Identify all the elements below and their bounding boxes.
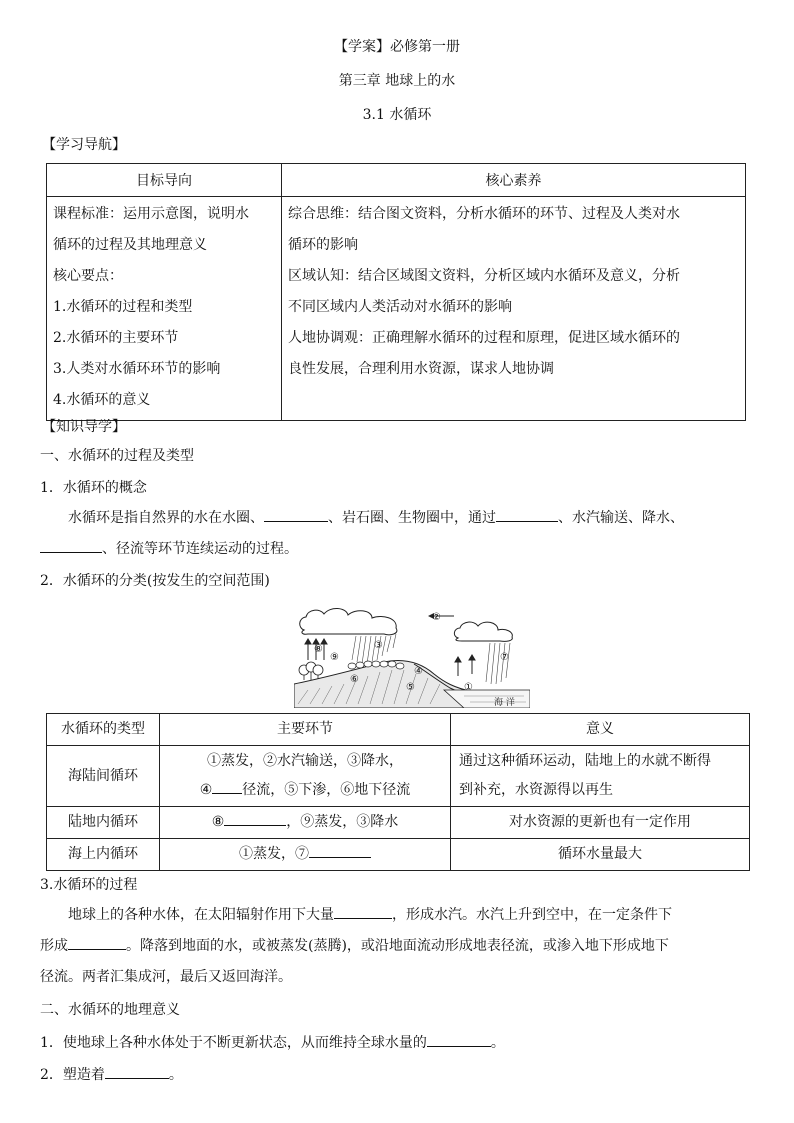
text-run: 1．使地球上各种水体处于不断更新状态，从而维持全球水量的 [40, 1035, 427, 1051]
row1-meaning-line2: 到补充，水资源得以再生 [459, 782, 613, 798]
row3-type: 海上内循环 [47, 839, 160, 871]
cycle-types-table [46, 713, 750, 871]
literacy-line: 良性发展，合理利用水资源，谋求人地协调 [288, 361, 554, 377]
goals-line: 1.水循环的过程和类型 [53, 299, 193, 315]
text-run: ⑧ [211, 814, 225, 830]
rain-right [486, 643, 510, 684]
label-7: ⑦ [500, 652, 509, 663]
literacy-line: 循环的影响 [288, 237, 358, 253]
row2-type: 陆地内循环 [47, 807, 160, 839]
knowledge-heading: 【知识导学】 [42, 419, 126, 435]
concept-paragraph [40, 503, 766, 534]
types-header-meaning: 意义 [451, 714, 750, 746]
text-run: 形成 [40, 938, 68, 954]
subsection-1-3-title: 3.水循环的过程 [40, 877, 138, 893]
fill-blank[interactable] [68, 935, 126, 950]
row1-meaning [451, 746, 750, 807]
fill-blank[interactable] [309, 843, 371, 858]
text-run: 径流，⑤下渗，⑥地下径流 [242, 782, 411, 798]
fill-blank[interactable] [212, 779, 242, 794]
label-8: ⑧ [314, 644, 323, 655]
literacy-line: 人地协调观：正确理解水循环的过程和原理，促进区域水循环的 [288, 330, 680, 346]
text-run: 地球上的各种水体，在太阳辐射作用下大量 [68, 907, 334, 923]
fill-blank[interactable] [40, 538, 102, 553]
text-run: ，形成水汽。水汽上升到空中，在一定条件下 [392, 907, 672, 923]
goals-line: 课程标准：运用示意图，说明水 [53, 206, 249, 222]
text-run: 、岩石圈、生物圈中，通过 [328, 510, 496, 526]
text-run: 。 [168, 1067, 183, 1083]
text-run: ，⑨蒸发，③降水 [286, 814, 399, 830]
row1-steps-line1: ①蒸发，②水汽输送，③降水， [207, 753, 403, 769]
label-9: ⑨ [330, 652, 339, 663]
significance-item-2 [40, 1064, 760, 1085]
fill-blank[interactable] [264, 507, 328, 522]
text-run: 水循环是指自然界的水在水圈、 [68, 510, 264, 526]
label-3: ③ [374, 640, 383, 651]
fill-blank[interactable] [105, 1064, 169, 1079]
chapter-title: 第三章 地球上的水 [338, 73, 456, 89]
row1-steps-line2 [164, 776, 446, 805]
text-run: ①蒸发，⑦ [239, 846, 309, 862]
goals-line: 3.人类对水循环环节的影响 [53, 361, 221, 377]
process-paragraph-l1 [40, 900, 766, 931]
text-run: 、径流等环节连续运动的过程。 [102, 541, 298, 557]
row2-steps [160, 807, 451, 839]
types-header-type: 水循环的类型 [47, 714, 160, 746]
goals-cell [47, 197, 282, 421]
label-6: ⑥ [350, 674, 359, 685]
goals-line: 2.水循环的主要环节 [53, 330, 179, 346]
row1-type: 海陆间循环 [47, 746, 160, 807]
row3-steps [160, 839, 451, 871]
col-header-literacy: 核心素养 [282, 164, 746, 197]
label-2: ② [432, 612, 441, 623]
process-paragraph-l2 [40, 931, 766, 962]
concept-paragraph-cont [40, 534, 766, 565]
evaporation-arrows-right [455, 655, 475, 676]
row1-steps [160, 746, 451, 807]
process-paragraph-l3: 径流。两者汇集成河，最后又返回海洋。 [40, 969, 292, 985]
doc-title: 【学案】必修第一册 [334, 39, 460, 55]
study-guide-table [46, 163, 746, 421]
text-run: ④ [199, 782, 213, 798]
row1-meaning-line1: 通过这种循环运动，陆地上的水就不断得 [459, 753, 711, 769]
literacy-line: 不同区域内人类活动对水循环的影响 [288, 299, 512, 315]
literacy-line: 综合思维：结合图文资料，分析水循环的环节、过程及人类对水 [288, 206, 680, 222]
goals-line: 循环的过程及其地理意义 [53, 237, 207, 253]
row2-meaning: 对水资源的更新也有一定作用 [451, 807, 750, 839]
section-title: 3.1 水循环 [362, 107, 432, 123]
subsection-1-1-title: 1．水循环的概念 [40, 480, 147, 496]
sea-label: 海 洋 [494, 698, 515, 708]
subsection-1-2-title: 2．水循环的分类(按发生的空间范围) [40, 573, 270, 589]
text-run: 、水汽输送、降水、 [558, 510, 684, 526]
label-1: ① [464, 682, 473, 693]
text-run: 。 [490, 1035, 505, 1051]
goals-line: 核心要点： [53, 268, 123, 284]
fill-blank[interactable] [496, 507, 558, 522]
label-5: ⑤ [406, 682, 415, 693]
literacy-line: 区域认知：结合区域图文资料，分析区域内水循环及意义，分析 [288, 268, 680, 284]
text-run: 2．塑造着 [40, 1067, 105, 1083]
fill-blank[interactable] [427, 1032, 491, 1047]
literacy-cell [282, 197, 746, 421]
col-header-goals: 目标导向 [47, 164, 282, 197]
row3-meaning: 循环水量最大 [451, 839, 750, 871]
section-1-title: 一、水循环的过程及类型 [40, 448, 194, 464]
types-header-steps: 主要环节 [160, 714, 451, 746]
fill-blank[interactable] [334, 904, 392, 919]
significance-item-1 [40, 1032, 760, 1053]
cloud-right [454, 622, 512, 641]
trees [299, 662, 323, 680]
nav-heading: 【学习导航】 [42, 137, 126, 153]
cloud-left [300, 608, 397, 634]
section-2-title: 二、水循环的地理意义 [40, 1002, 180, 1018]
fill-blank[interactable] [224, 811, 286, 826]
text-run: 。降落到地面的水，或被蒸发(蒸腾)，或沿地面流动形成地表径流，或渗入地下形成地下 [126, 938, 669, 954]
water-cycle-diagram [294, 604, 530, 708]
goals-line: 4.水循环的意义 [53, 392, 151, 408]
label-4: ④ [414, 666, 423, 677]
